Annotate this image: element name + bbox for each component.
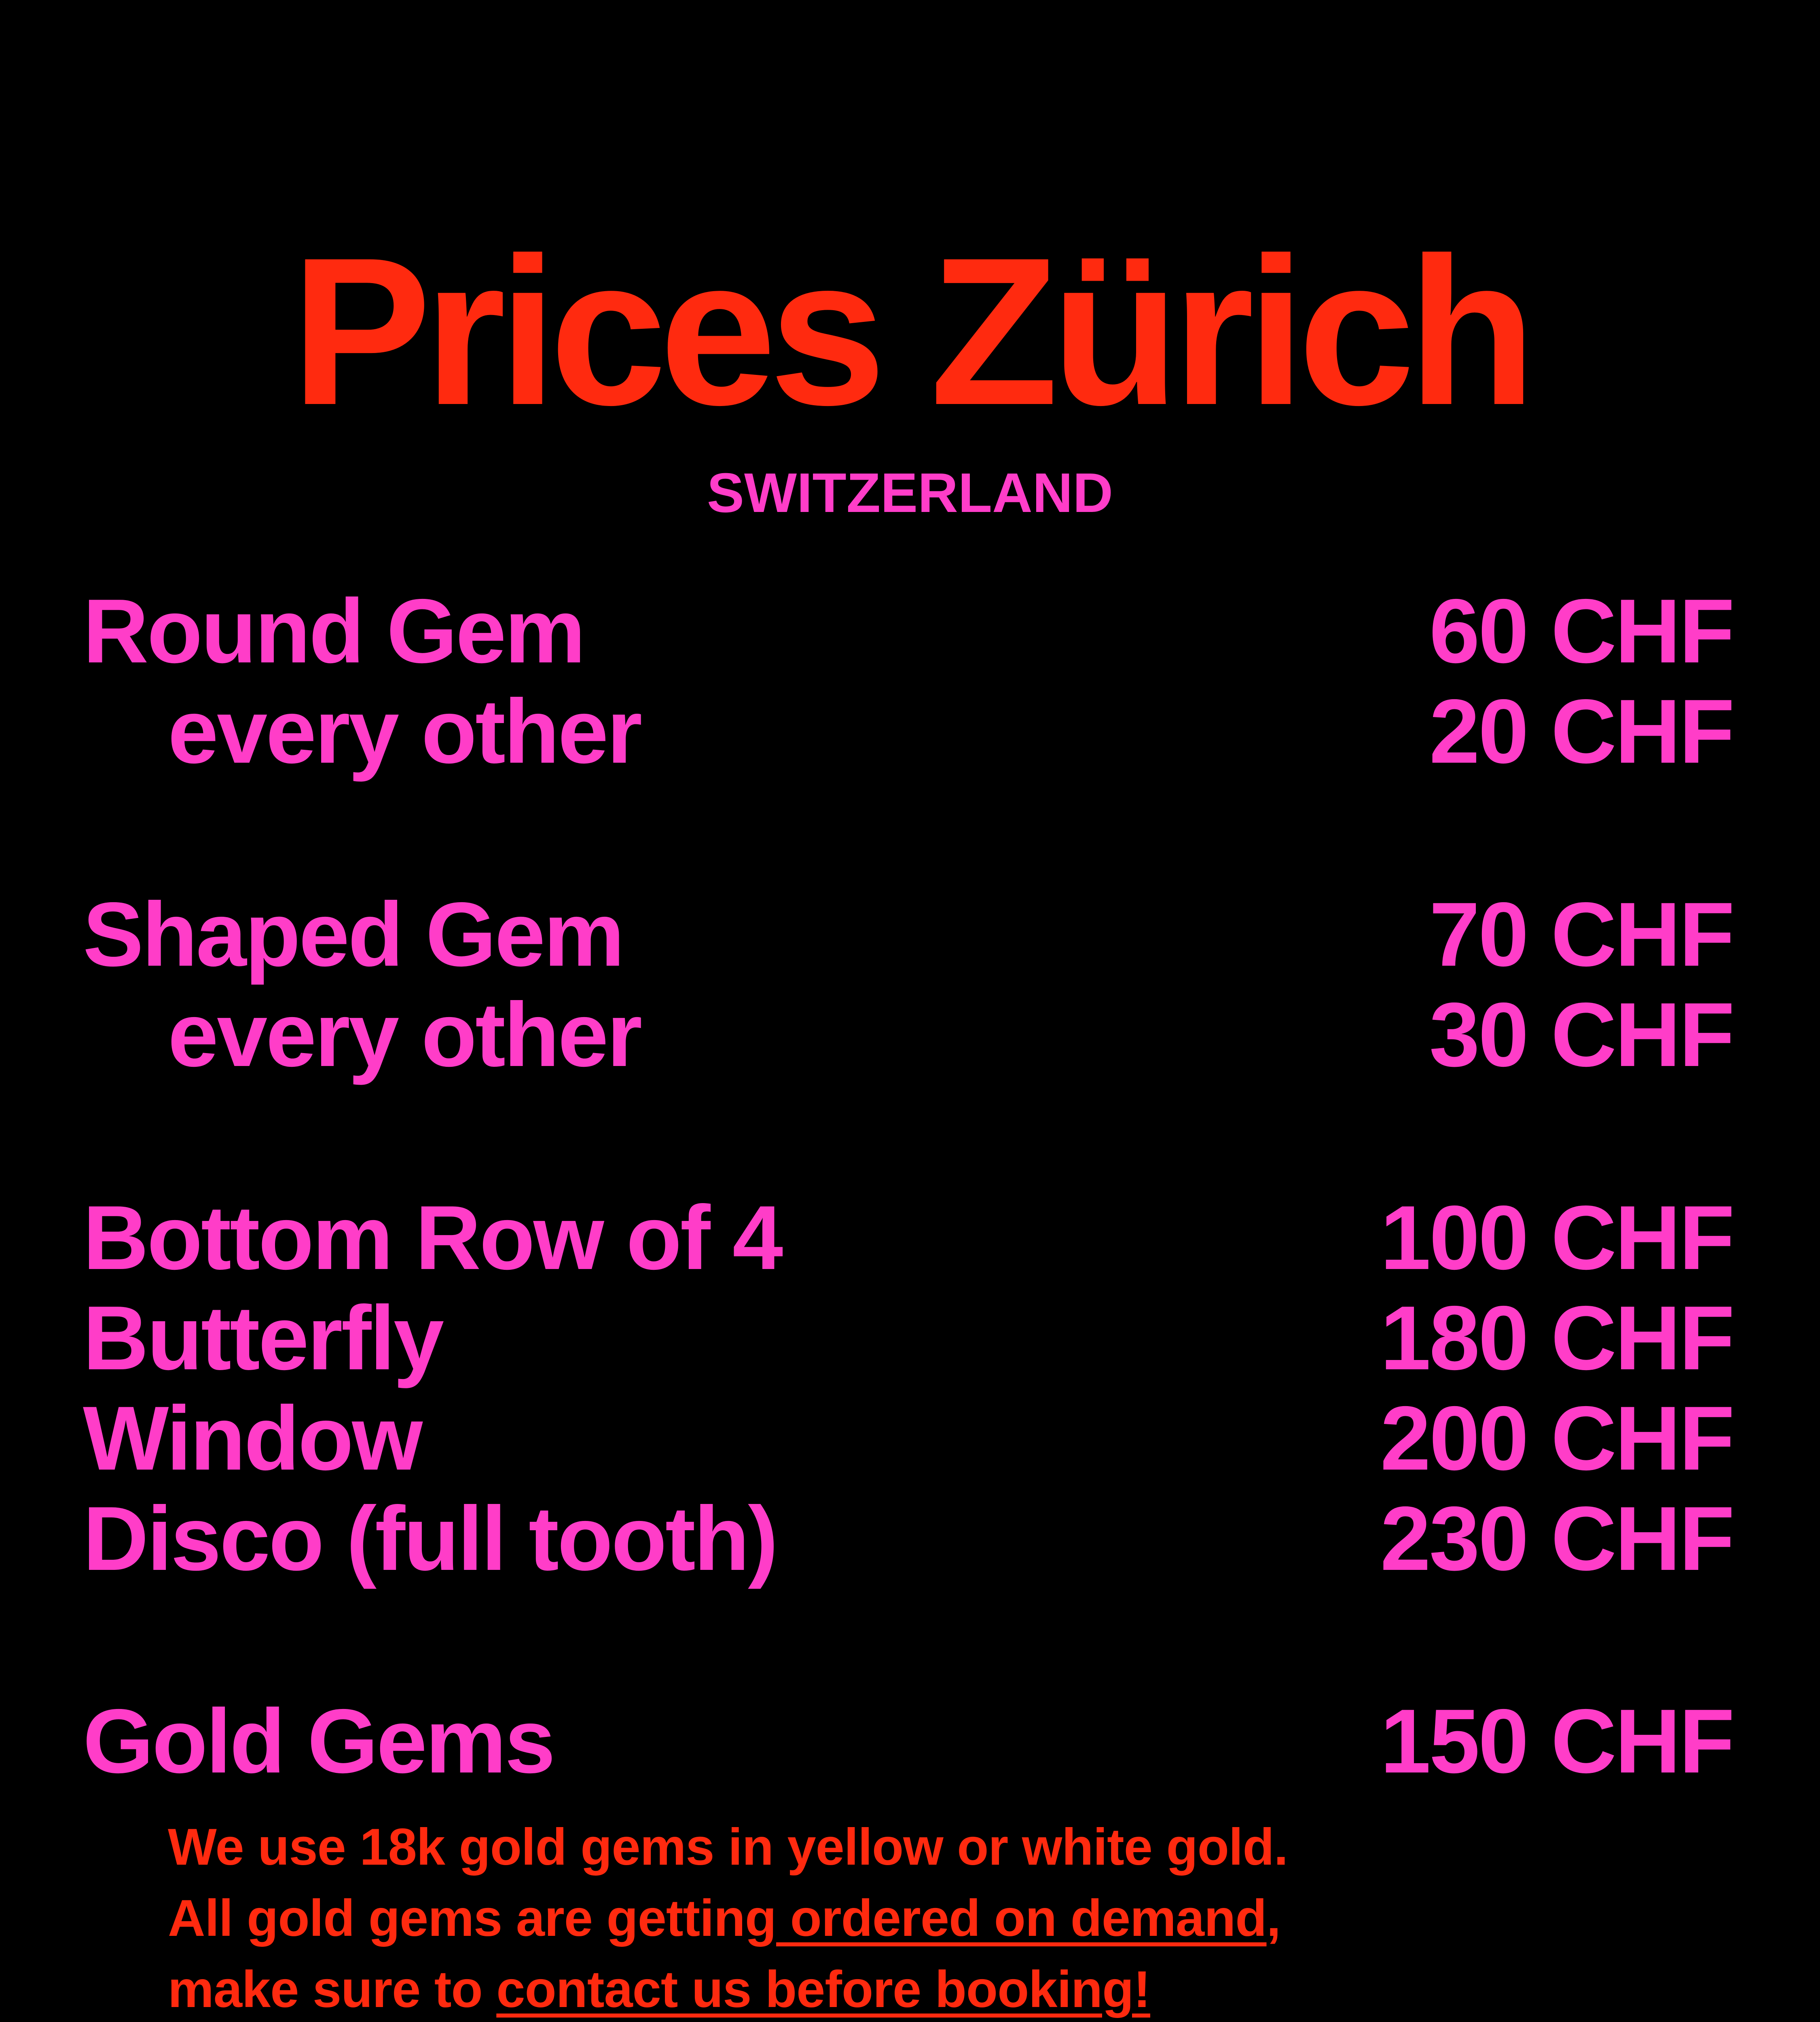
price-row-shaped-gem-every-other bbox=[83, 984, 1733, 1085]
page-title: Prices Zürich bbox=[291, 214, 1529, 449]
price-row-shaped-gem bbox=[83, 884, 1733, 985]
item-label: Bottom Row of 4 bbox=[83, 1187, 782, 1288]
item-label: Gold Gems bbox=[83, 1690, 554, 1792]
price-row-gold-gems bbox=[83, 1690, 1733, 1791]
page-subtitle: SWITZERLAND bbox=[707, 462, 1113, 524]
item-label: every other bbox=[168, 680, 641, 782]
item-price: 100 CHF bbox=[1380, 1187, 1733, 1288]
description-line: We use 18k gold gems in yellow or white gold. bbox=[168, 1818, 1288, 1876]
item-price: 20 CHF bbox=[1429, 680, 1733, 782]
description-line bbox=[168, 1954, 1462, 2022]
item-price: 30 CHF bbox=[1429, 984, 1733, 1085]
ordered-on-demand-link[interactable]: ordered on demand bbox=[776, 1889, 1267, 1947]
price-row-window bbox=[83, 1387, 1733, 1489]
description-text: make sure to bbox=[168, 1961, 497, 2018]
item-label: Shaped Gem bbox=[83, 883, 623, 985]
item-label: every other bbox=[168, 984, 641, 1085]
item-price: 150 CHF bbox=[1380, 1690, 1733, 1792]
item-price: 70 CHF bbox=[1429, 883, 1733, 985]
item-label: Window bbox=[83, 1387, 421, 1489]
price-row-disco bbox=[83, 1488, 1733, 1589]
item-price: 180 CHF bbox=[1380, 1287, 1733, 1389]
item-price: 200 CHF bbox=[1380, 1387, 1733, 1489]
contact-us-link[interactable]: contact us before booking! bbox=[496, 1961, 1150, 2018]
item-price: 60 CHF bbox=[1429, 580, 1733, 682]
gold-gems-description bbox=[168, 1812, 1462, 2022]
price-row-bottom-row-of-4 bbox=[83, 1187, 1733, 1288]
description-text: , bbox=[1266, 1889, 1280, 1947]
item-label: Round Gem bbox=[83, 580, 584, 682]
item-price: 230 CHF bbox=[1380, 1487, 1733, 1589]
description-text: All gold gems are getting bbox=[168, 1889, 777, 1947]
price-row-round-gem-every-other bbox=[83, 681, 1733, 782]
price-row-round-gem bbox=[83, 580, 1733, 681]
price-row-butterfly bbox=[83, 1287, 1733, 1388]
description-line bbox=[168, 1883, 1462, 1954]
item-label: Disco (full tooth) bbox=[83, 1487, 777, 1589]
item-label: Butterfly bbox=[83, 1287, 443, 1389]
